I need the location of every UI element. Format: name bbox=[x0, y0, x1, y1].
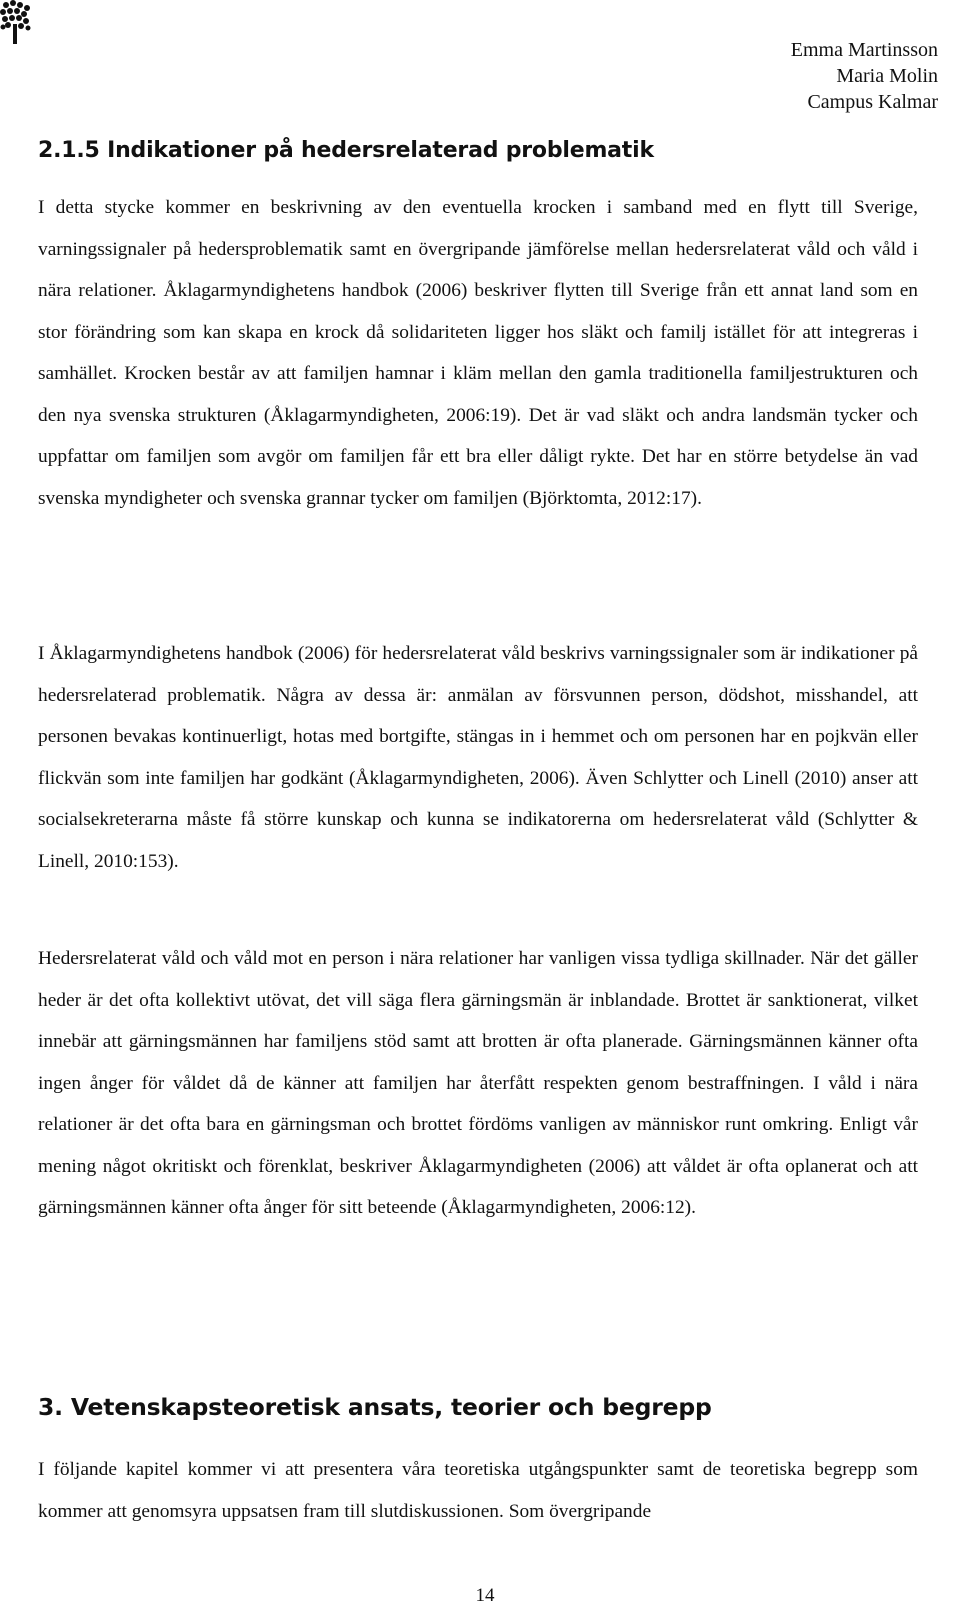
body-paragraph-3: Hedersrelaterat våld och våld mot en person i nära relationer har vanligen vissa tydliga skillnader. När det gäller heder är det ofta kollektivt utövat, det vill säga flera gärningsmän är inblandade. Brottet är sanktionerat, vilket innebär att gärningsmännen har familjens stöd samt att brotten är ofta planerade. Gärningsmännen känner ofta ingen ånger för våldet då de känner att familjen har återfått respekten genom bestraffningen. I våld i nära relationer är det ofta bara en gärningsman och brottet fördöms vanligen av människor runt omkring. Enligt vår mening något okritiskt och förenklat, beskriver Åklagarmyndigheten (2006) att våldet är ofta oplanerat och att gärningsmännen känner ofta ånger för sitt beteende (Åklagarmyndigheten, 2006:12). bbox=[38, 948, 918, 1218]
body-paragraph-4: I följande kapitel kommer vi att presentera våra teoretiska utgångspunkter samt de teoretiska begrepp som kommer att genomsyra uppsatsen fram till slutdiskussionen. Som övergripande bbox=[38, 1459, 918, 1522]
page-number: 14 bbox=[475, 1585, 495, 1606]
chapter-heading-3: 3. Vetenskapsteoretisk ansats, teorier och begrepp bbox=[38, 1393, 712, 1421]
author-name-2: Maria Molin bbox=[836, 65, 938, 87]
section-heading-2-1-5: 2.1.5 Indikationer på hedersrelaterad problematik bbox=[38, 138, 654, 163]
campus-name: Campus Kalmar bbox=[807, 91, 938, 113]
header-meta bbox=[791, 37, 938, 115]
body-paragraph-1: I detta stycke kommer en beskrivning av den eventuella krocken i samband med en flytt till Sverige, varningssignaler på hedersproblematik samt en övergripande jämförelse mellan hedersrelaterat våld och våld i nära relationer. Åklagarmyndighetens handbok (2006) beskriver flytten till Sverige från ett annat land som en stor förändring som kan skapa en krock då solidariteten ligger hos släkt och familj istället för att integreras i samhället. Krocken består av att familjen hamnar i kläm mellan den gamla traditionella familjestrukturen och den nya svenska strukturen (Åklagarmyndigheten, 2006:19). Det är vad släkt och andra landsmän tycker och uppfattar om familjen som avgör om familjen får ett bra eller dåligt rykte. Det har en större betydelse än vad svenska myndigheter och svenska grannar tycker om familjen (Björktomta, 2012:17). bbox=[38, 197, 918, 509]
author-name-1: Emma Martinsson bbox=[790, 39, 938, 61]
body-paragraph-2: I Åklagarmyndighetens handbok (2006) för hedersrelaterat våld beskrivs varningssignaler som är indikationer på hedersrelaterad problematik. Några av dessa är: anmälan av försvunnen person, dödshot, misshandel, att personen bevakas kontinuerligt, hotas med bortgifte, stängas in i hemmet och om personen har en pojkvän eller flickvän som inte familjen har godkänt (Åklagarmyndigheten, 2006). Även Schlytter och Linell (2010) anser att socialsekreterarna måste få större kunskap och kunna se indikatorerna om hedersrelaterat våld (Schlytter & Linell, 2010:153). bbox=[38, 643, 918, 872]
tree-logo-icon bbox=[0, 0, 56, 46]
